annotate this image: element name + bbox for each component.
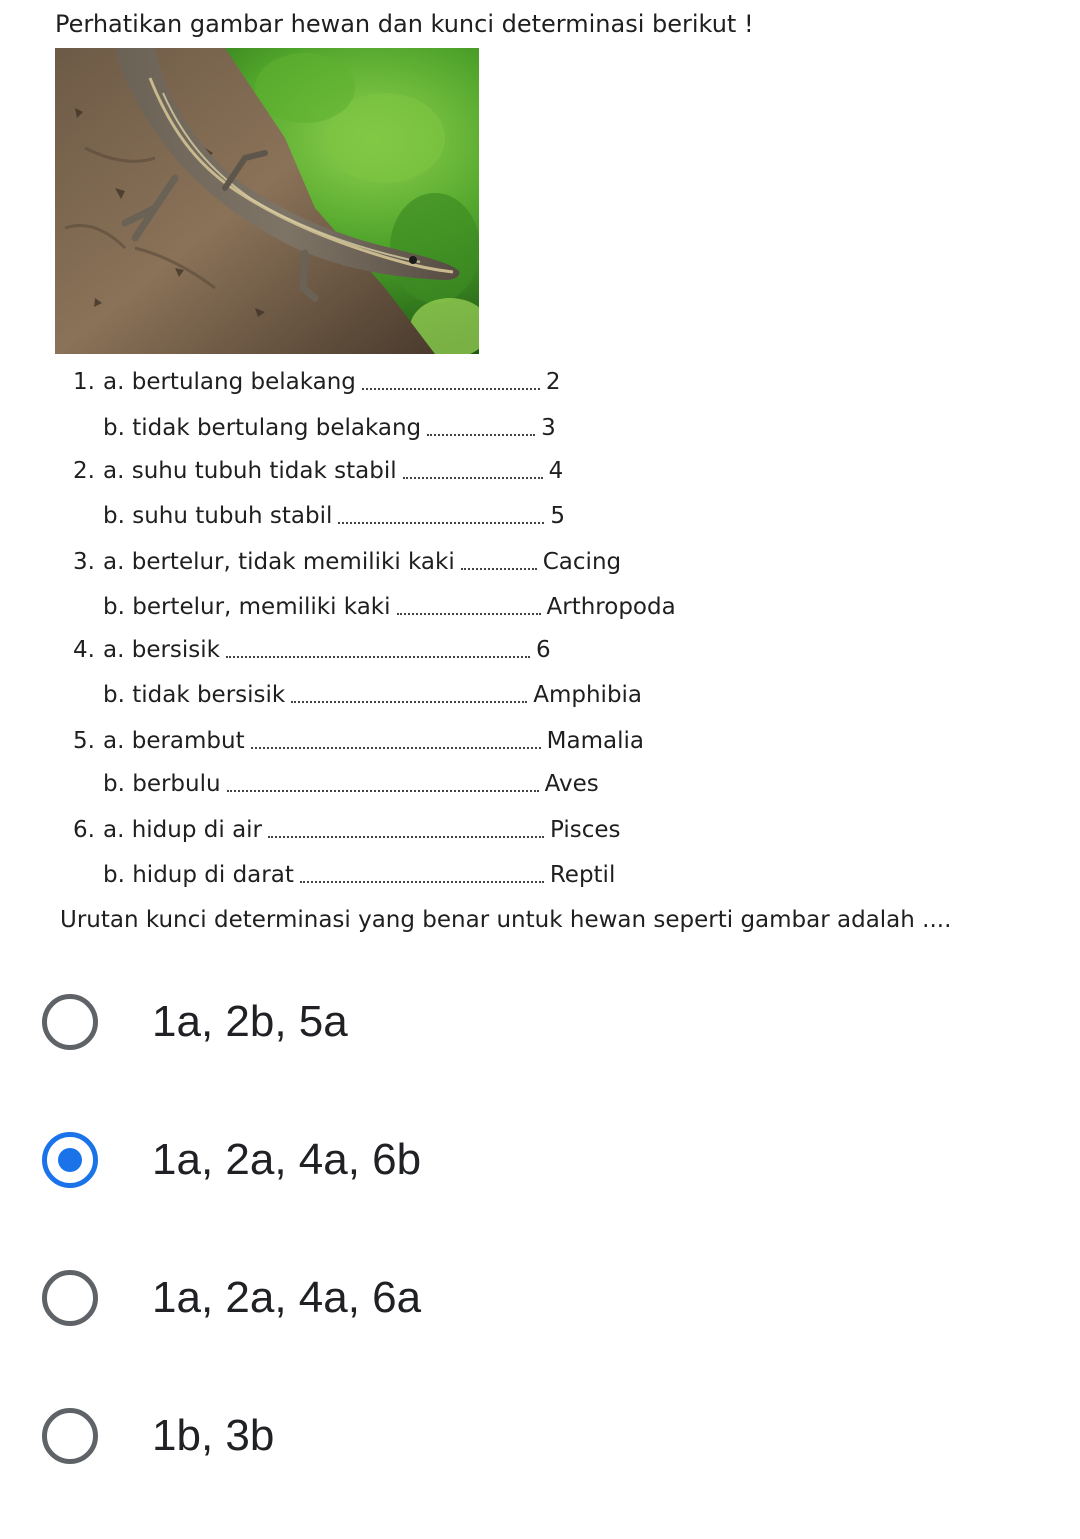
dotted-leader xyxy=(226,656,530,658)
dotted-leader xyxy=(300,881,544,883)
key-number: 1. xyxy=(73,369,95,395)
radio-button-selected[interactable] xyxy=(42,1132,98,1188)
option-label[interactable]: 1a, 2a, 4a, 6a xyxy=(152,1273,422,1322)
key-number: 6. xyxy=(73,817,95,843)
option-label[interactable]: 1b, 3b xyxy=(152,1411,275,1460)
key-result: 5 xyxy=(550,503,566,529)
key-label: b. suhu tubuh stabil xyxy=(103,503,333,529)
key-result: Amphibia xyxy=(533,682,643,708)
key-label: b. bertelur, memiliki kaki xyxy=(103,594,391,620)
key-row-4a xyxy=(73,630,551,670)
radio-button[interactable] xyxy=(42,994,98,1050)
dotted-leader xyxy=(338,522,544,524)
key-row-5a xyxy=(73,721,644,761)
key-label: a. bertulang belakang xyxy=(103,369,356,395)
key-result: Pisces xyxy=(550,817,621,843)
key-label: b. berbulu xyxy=(103,771,221,797)
radio-button[interactable] xyxy=(42,1270,98,1326)
key-label: b. tidak bersisik xyxy=(103,682,286,708)
key-label: a. berambut xyxy=(103,728,245,754)
question-conclusion: Urutan kunci determinasi yang benar untuk hewan seperti gambar adalah .... xyxy=(60,907,952,933)
key-row-1b xyxy=(73,408,556,448)
option-label[interactable]: 1a, 2b, 5a xyxy=(152,997,348,1046)
key-result: Arthropoda xyxy=(546,594,676,620)
dotted-leader xyxy=(461,568,537,570)
dotted-leader xyxy=(397,613,541,615)
key-label: a. bertelur, tidak memiliki kaki xyxy=(103,549,455,575)
key-result: 6 xyxy=(536,637,551,663)
dotted-leader xyxy=(427,434,535,436)
key-number: 5. xyxy=(73,728,95,754)
key-result: 4 xyxy=(548,458,564,484)
option-4[interactable] xyxy=(0,1394,1080,1494)
key-row-3b xyxy=(73,587,676,627)
dotted-leader xyxy=(268,836,544,838)
dotted-leader xyxy=(362,388,540,390)
option-1[interactable] xyxy=(0,980,1080,1080)
key-row-5b xyxy=(73,764,599,804)
key-result: Mamalia xyxy=(546,728,644,754)
key-label: a. hidup di air xyxy=(103,817,263,843)
dotted-leader xyxy=(251,747,541,749)
key-result: Cacing xyxy=(542,549,622,575)
option-label[interactable]: 1a, 2a, 4a, 6b xyxy=(152,1135,422,1184)
key-label: b. tidak bertulang belakang xyxy=(103,415,422,441)
question-prompt: Perhatikan gambar hewan dan kunci determinasi berikut ! xyxy=(55,10,754,38)
key-label: b. hidup di darat xyxy=(103,862,294,888)
dotted-leader xyxy=(403,477,543,479)
key-row-2a xyxy=(73,451,563,491)
option-2[interactable] xyxy=(0,1118,1080,1218)
key-row-6a xyxy=(73,810,621,850)
key-row-3a xyxy=(73,542,621,582)
key-result: 2 xyxy=(545,369,561,395)
dotted-leader xyxy=(227,790,539,792)
key-result: 3 xyxy=(541,415,556,441)
key-number: 3. xyxy=(73,549,95,575)
key-row-6b xyxy=(73,855,615,895)
option-3[interactable] xyxy=(0,1256,1080,1356)
key-result: Reptil xyxy=(549,862,616,888)
key-result: Aves xyxy=(544,771,599,797)
key-label: a. suhu tubuh tidak stabil xyxy=(103,458,397,484)
key-row-1a xyxy=(73,362,561,402)
key-row-2b xyxy=(73,496,565,536)
dotted-leader xyxy=(291,701,527,703)
key-row-4b xyxy=(73,675,642,715)
lizard-photo xyxy=(55,48,479,354)
key-number: 4. xyxy=(73,637,95,663)
key-number: 2. xyxy=(73,458,95,484)
key-label: a. bersisik xyxy=(103,637,220,663)
radio-button[interactable] xyxy=(42,1408,98,1464)
